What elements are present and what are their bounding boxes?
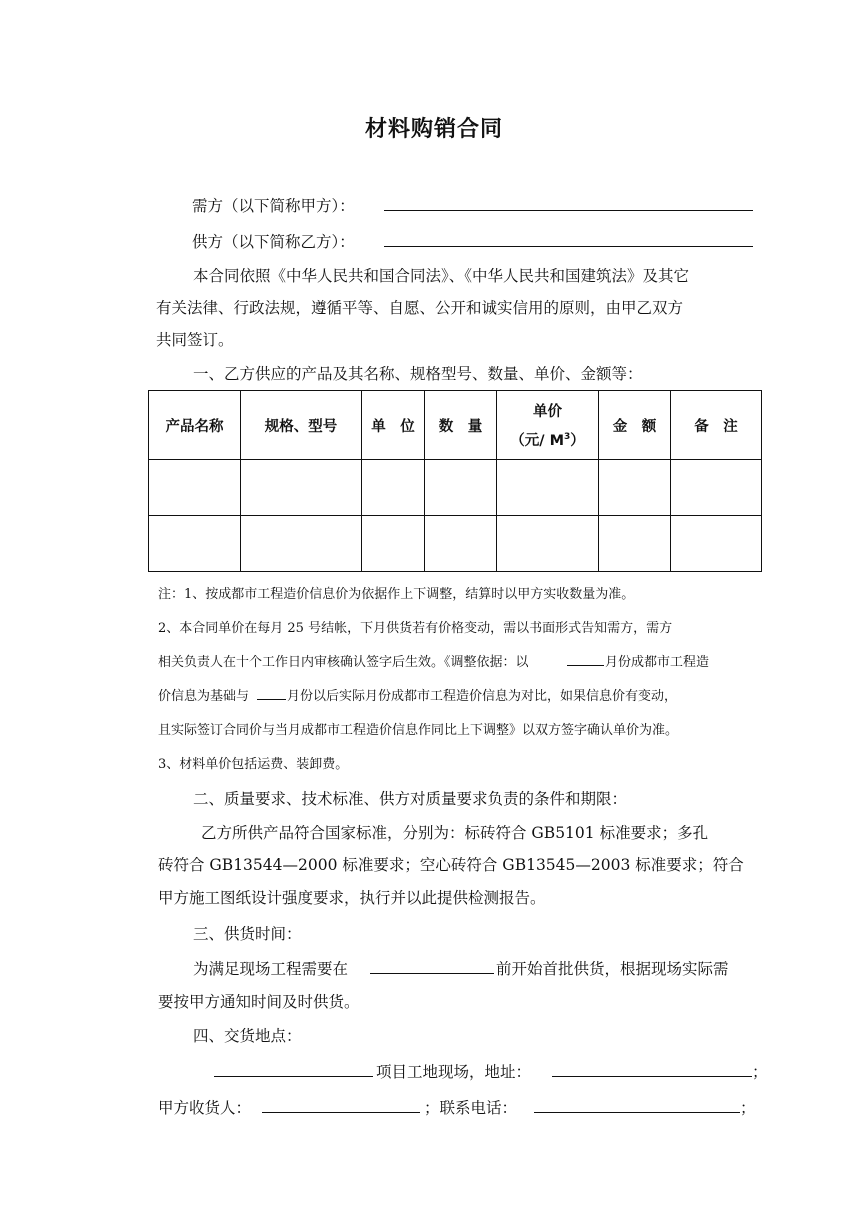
phone-blank[interactable] [534, 1094, 740, 1113]
header-product-name: 产品名称 [149, 391, 241, 460]
header-spec: 规格、型号 [241, 391, 362, 460]
table-cell[interactable] [497, 460, 599, 516]
table-cell[interactable] [241, 516, 362, 572]
goods-table [148, 390, 762, 572]
section-3-line-2: 要按甲方通知时间及时供货。 [158, 993, 360, 1011]
section-2-line-2: 砖符合 GB13544—2000 标准要求；空心砖符合 GB13545—2003 标准要求；符合 [158, 856, 744, 874]
project-name-blank[interactable] [214, 1058, 373, 1077]
table-cell[interactable] [599, 460, 671, 516]
header-unit-price-label: 单价 [533, 404, 562, 420]
note-3: 3、材料单价包括运费、装卸费。 [158, 757, 349, 772]
section-1-heading: 一、乙方供应的产品及其名称、规格型号、数量、单价、金额等： [193, 365, 643, 383]
address-semicolon: ； [752, 1063, 768, 1081]
table-row [149, 516, 762, 572]
table-header-row [149, 391, 762, 460]
table-cell[interactable] [241, 460, 362, 516]
phone-semicolon: ； [740, 1099, 756, 1117]
header-unit-price-unit [497, 429, 598, 450]
header-amount: 金 额 [599, 391, 671, 460]
header-unit: 单 位 [362, 391, 425, 460]
section-3-heading: 三、供货时间： [193, 925, 302, 943]
note-1: 注：1、按成都市工程造价信息价为依据作上下调整，结算时以甲方实收数量为准。 [158, 587, 635, 602]
table-cell[interactable] [425, 516, 497, 572]
phone-label: ；联系电话： [424, 1099, 518, 1117]
note-2-line-4: 且实际签订合同价与当月成都市工程造价信息作同比上下调整》以双方签字确认单价为准。 [158, 723, 679, 738]
seller-label: 供方（以下简称乙方）： [192, 233, 355, 251]
seller-blank[interactable] [384, 228, 753, 247]
header-quantity: 数 量 [425, 391, 497, 460]
header-unit-price [497, 391, 599, 460]
intro-line-1: 本合同依照《中华人民共和国合同法》、《中华人民共和国建筑法》及其它 [193, 267, 690, 285]
note-2-line-2b: 月份成都市工程造 [605, 655, 710, 670]
price-unit-text: （元/ M [510, 433, 564, 449]
note-2-line-2a: 相关负责人在十个工作日内审核确认签字后生效。《调整依据：以 [158, 655, 529, 670]
section-2-line-1: 乙方所供产品符合国家标准，分别为：标砖符合 GB5101 标准要求；多孔 [201, 824, 709, 842]
price-unit-close: ） [570, 433, 585, 449]
adjust-month-blank-2[interactable] [257, 683, 286, 700]
section-2-line-3: 甲方施工图纸设计强度要求，执行并以此提供检测报告。 [158, 889, 546, 907]
intro-line-2: 有关法律、行政法规，遵循平等、自愿、公开和诚实信用的原则，由甲乙双方 [156, 299, 684, 317]
note-2-line-3a: 价信息为基础与 [158, 689, 250, 704]
project-site-label: 项目工地现场，地址： [376, 1063, 532, 1081]
delivery-date-blank[interactable] [370, 955, 494, 974]
table-cell[interactable] [362, 460, 425, 516]
receiver-blank[interactable] [262, 1094, 420, 1113]
buyer-label: 需方（以下简称甲方）： [192, 197, 355, 215]
price-unit-sup: 3 [564, 432, 571, 443]
address-blank[interactable] [552, 1058, 752, 1077]
section-2-heading: 二、质量要求、技术标准、供方对质量要求负责的条件和期限： [193, 790, 628, 808]
adjust-month-blank-1[interactable] [567, 649, 604, 666]
table-cell[interactable] [671, 516, 762, 572]
note-2-line-3b: 月份以后实际月份成都市工程造价信息为对比，如果信息价有变动， [287, 689, 678, 704]
note-2-line-1: 2、本合同单价在每月 25 号结帐，下月供货若有价格变动，需以书面形式告知需方，需方 [158, 621, 673, 636]
section-3-line-1a: 为满足现场工程需要在 [193, 960, 349, 978]
table-cell[interactable] [671, 460, 762, 516]
document-title: 材料购销合同 [364, 117, 503, 142]
table-cell[interactable] [362, 516, 425, 572]
table-cell[interactable] [149, 516, 241, 572]
intro-line-3: 共同签订。 [156, 331, 234, 349]
section-4-heading: 四、交货地点： [193, 1027, 302, 1045]
table-cell[interactable] [497, 516, 599, 572]
table-cell[interactable] [149, 460, 241, 516]
table-cell[interactable] [425, 460, 497, 516]
buyer-blank[interactable] [384, 192, 753, 211]
table-row [149, 460, 762, 516]
section-3-line-1b: 前开始首批供货，根据现场实际需 [496, 960, 729, 978]
table-cell[interactable] [599, 516, 671, 572]
receiver-label: 甲方收货人： [158, 1099, 252, 1117]
header-remark: 备 注 [671, 391, 762, 460]
